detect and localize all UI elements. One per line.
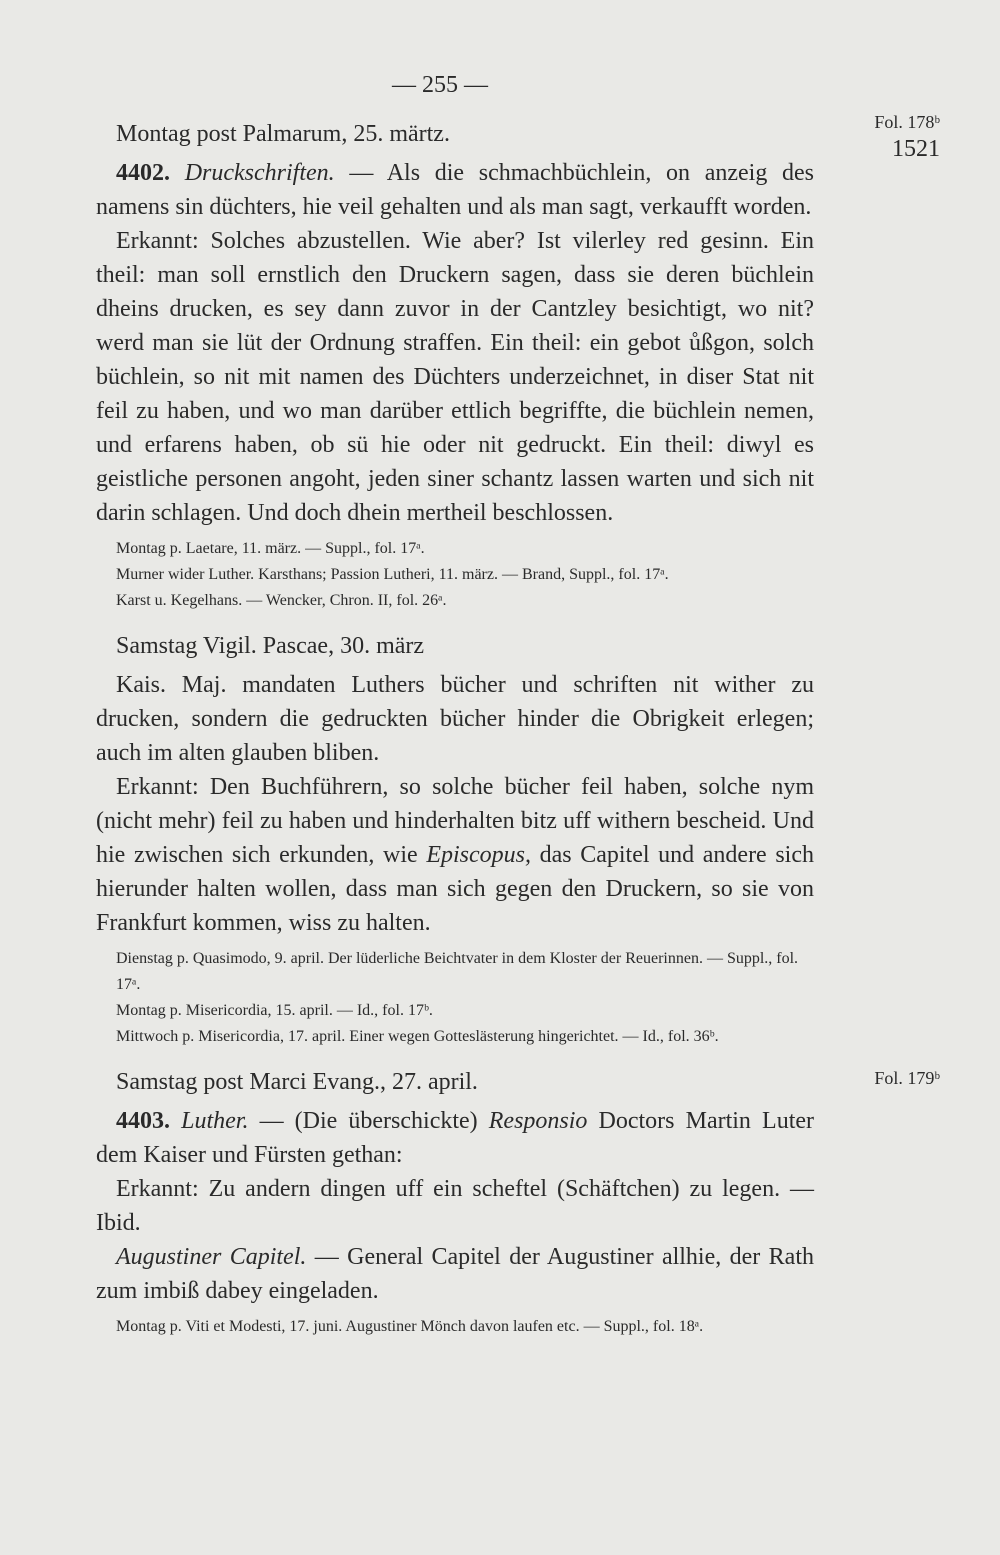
margin-year: 1521 bbox=[892, 136, 940, 162]
footnote: Murner wider Luther. Karsthans; Passion Lutheri, 11. märz. — Brand, Suppl., fol. 17ᵃ. bbox=[116, 566, 669, 583]
entry-number: 4402. bbox=[116, 160, 170, 186]
section-date: Samstag post Marci Evang., 27. april. bbox=[116, 1069, 478, 1095]
entry-text: — (Die überschickte) bbox=[248, 1108, 489, 1134]
decision-text: das Capitel und andere sich hierunder halten wollen, dass man sich gegen den Druckern, so sie von Frankfurt kommen, wiss zu halten. bbox=[96, 842, 814, 936]
footnote: Karst u. Kegelhans. — Wencker, Chron. II, fol. 26ᵃ. bbox=[116, 592, 447, 609]
entry-text: Doctors Martin Luter dem Kaiser und Fürsten gethan: bbox=[96, 1108, 815, 1168]
footnote: Montag p. Viti et Modesti, 17. juni. Augustiner Mönch davon laufen etc. — Suppl., fol. 18ᵃ. bbox=[116, 1318, 704, 1335]
entry-title: Responsio bbox=[488, 1108, 588, 1134]
footnote: Montag p. Misericordia, 15. april. — Id., fol. 17ᵇ. bbox=[116, 1002, 433, 1019]
decision-paragraph: Erkannt: Solches abzustellen. Wie aber? Ist vilerley red gesinn. Ein theil: man soll ernstlich den Druckern sagen, dass sie deren büchlein dheins drucken, es sey dann zuvor in der Cantzley besichtigt, wo nit? werd man sie lüt der Ordnung straffen. Ein theil: ein gebot ůßgon, solch büchlein, so nit mit namen des Düchters underzeichnet, in diser Stat nit feil zu haben, und wo man darüber ettlich begriffte, die büchlein nemen, und erfarens haben, ob sü hie oder nit gedruckt. Ein theil: diwyl es geistliche personen angoht, jeden siner schantz lassen warten und sich nit darin schlagen. Und doch dhein mertheil beschlossen. bbox=[96, 228, 814, 526]
footnote: Montag p. Laetare, 11. märz. — Suppl., fol. 17ᵃ. bbox=[116, 540, 425, 557]
section-date: Montag post Palmarum, 25. märtz. bbox=[116, 121, 450, 147]
entry-4402 bbox=[96, 156, 814, 224]
entry-4403 bbox=[96, 1104, 814, 1172]
entry-keyword: Augustiner Capitel. bbox=[116, 1244, 307, 1270]
entry-keyword: Luther. bbox=[181, 1108, 249, 1134]
entry-text: — Als die schmachbüchlein, on anzeig des namens sin düchters, hie veil gehalten und als man sagt, verkaufft worden. bbox=[96, 160, 814, 220]
sub-entry bbox=[96, 1240, 814, 1308]
footnote: Mittwoch p. Misericordia, 17. april. Einer wegen Gotteslästerung hingerichtet. — Id., fol. 36ᵇ. bbox=[116, 1028, 719, 1045]
entry-keyword: Druckschriften. bbox=[184, 160, 335, 186]
decision-text: Erkannt: Den Buchführern, so solche bücher feil haben, solche nym (nicht mehr) feil zu haben und hinderhalten bitz uff withern bescheid. Und hie zwischen sich erkunden, wie bbox=[96, 774, 814, 868]
footnotes bbox=[96, 946, 814, 1050]
main-text bbox=[96, 118, 814, 1356]
footnotes bbox=[96, 1314, 814, 1340]
footnote: Dienstag p. Quasimodo, 9. april. Der lüderliche Beichtvater in dem Kloster der Reuerinnen. — Suppl., fol. 17ᵃ. bbox=[116, 950, 799, 993]
mandate-paragraph: Kais. Maj. mandaten Luthers bücher und schriften nit wither zu drucken, sondern die gedruckten bücher hinder die Obrigkeit erlegen; auch im alten glauben bliben. bbox=[96, 672, 814, 766]
entry-number: 4403. bbox=[116, 1108, 170, 1134]
footnotes bbox=[96, 536, 814, 614]
decision-paragraph bbox=[96, 770, 814, 940]
margin-folio-2: Fol. 179ᵇ bbox=[874, 1068, 940, 1088]
decision-paragraph: Erkannt: Zu andern dingen uff ein scheftel (Schäftchen) zu legen. — Ibid. bbox=[96, 1176, 814, 1236]
section-date: Samstag Vigil. Pascae, 30. märz bbox=[116, 633, 425, 659]
entry-text: — General Capitel der Augustiner allhie, der Rath zum imbiß dabey eingeladen. bbox=[96, 1244, 814, 1304]
decision-italic: Episcopus, bbox=[426, 842, 531, 868]
page-number: — 255 — bbox=[392, 72, 488, 98]
margin-folio-1: Fol. 178ᵇ bbox=[874, 112, 940, 132]
